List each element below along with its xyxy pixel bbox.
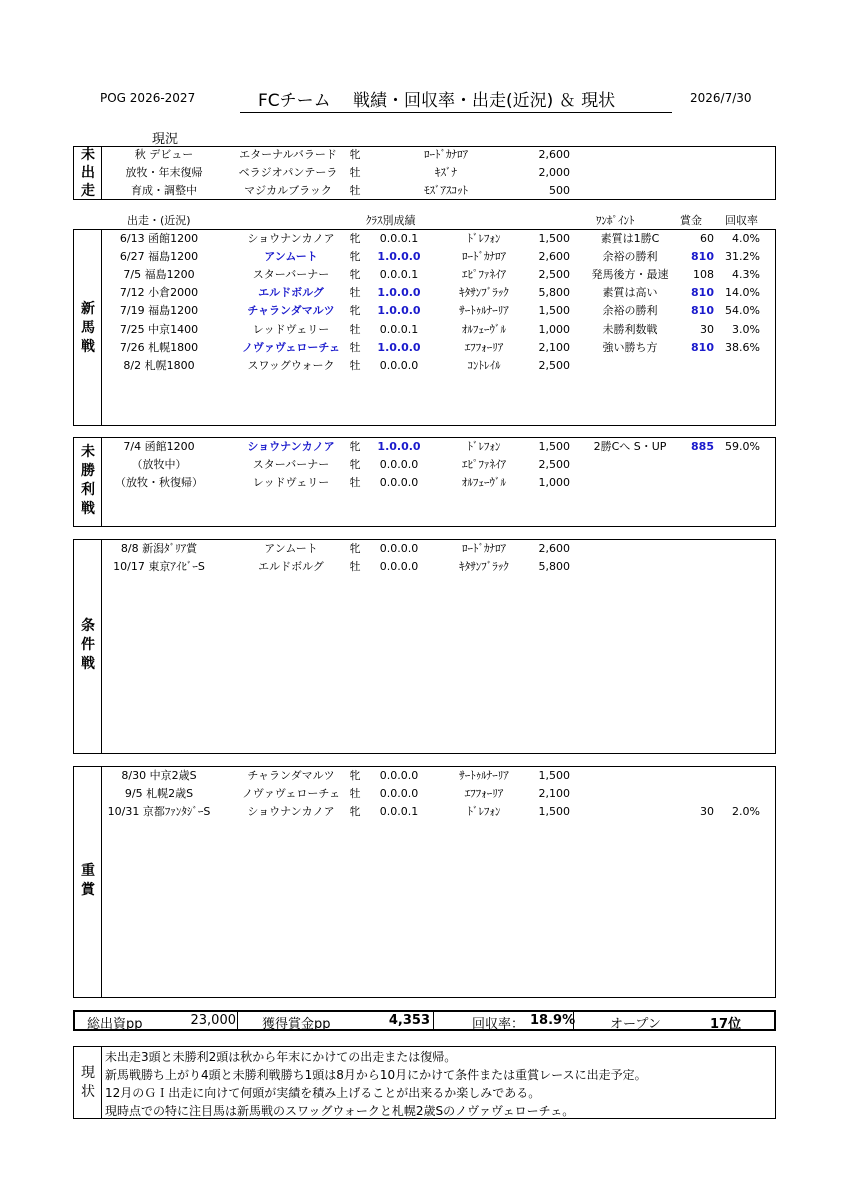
section-label-char: 勝 xyxy=(81,463,95,479)
table-row xyxy=(0,456,849,474)
class-record: 1.0.0.0 xyxy=(377,440,421,453)
section-label-char: 現 xyxy=(81,1065,95,1081)
horse-name: アンムート xyxy=(264,542,318,555)
class-record: 0.0.0.0 xyxy=(379,458,419,471)
return-rate: 31.2% xyxy=(725,250,760,264)
horse-sex: 牝 xyxy=(349,542,361,555)
horse-sex: 牡 xyxy=(349,787,361,800)
sire-name: ｷﾀｻﾝﾌﾞﾗｯｸ xyxy=(459,560,509,573)
horse-sex: 牝 xyxy=(349,250,361,264)
sire-name: ﾛｰﾄﾞｶﾅﾛｱ xyxy=(424,148,468,161)
status-note: 新馬戦勝ち上がり4頭と未勝利戦勝ち1頭は8月から10月にかけて条件または重賞レースに出走予定。 xyxy=(105,1068,647,1082)
horse-sex: 牝 xyxy=(349,769,361,782)
one-point-note: 強い勝ち方 xyxy=(602,340,658,354)
one-point-note: 2勝Cへ S・UP xyxy=(593,440,667,453)
prize-label: 獲得賞金pp xyxy=(262,1017,331,1032)
table-row xyxy=(0,357,849,375)
section-label-char: 馬 xyxy=(81,320,95,336)
race-date-course: 8/2 札幌1800 xyxy=(123,358,195,372)
return-rate: 38.6% xyxy=(725,340,760,354)
horse-name: マジカルブラック xyxy=(244,184,332,197)
race-date-course: 8/8 新潟ﾀﾞﾘｱ賞 xyxy=(120,542,198,555)
horse-sex: 牡 xyxy=(349,476,361,489)
sire-name: ｴﾌﾌｫｰﾘｱ xyxy=(464,787,504,800)
class-record: 0.0.0.0 xyxy=(379,476,419,489)
race-date-course: 7/12 小倉2000 xyxy=(119,286,199,300)
race-date-course: 7/26 札幌1800 xyxy=(119,340,199,354)
section-label-char: 戦 xyxy=(81,501,95,517)
draft-price: 2,500 xyxy=(538,458,570,471)
sire-name: ﾄﾞﾚﾌｫﾝ xyxy=(467,232,501,245)
section-label-char: 未 xyxy=(81,444,95,460)
table-row xyxy=(0,474,849,492)
draft-price: 5,800 xyxy=(538,560,570,573)
prize-money: 60 xyxy=(700,232,714,245)
horse-sex: 牡 xyxy=(349,560,361,573)
invest-value: 23,000 xyxy=(190,1013,236,1028)
col-header-roi: 回収率 xyxy=(725,214,758,227)
race-date-course: 8/30 中京2歳S xyxy=(121,769,197,782)
race-date-course: 育成・調整中 xyxy=(131,184,197,197)
one-point-note: 余裕の勝利 xyxy=(602,250,658,264)
draft-price: 1,000 xyxy=(538,476,570,489)
horse-name: エルドボルグ xyxy=(258,286,324,300)
class-record: 0.0.0.1 xyxy=(379,268,419,282)
status-caption: 現況 xyxy=(152,132,179,147)
prize-money: 108 xyxy=(693,268,714,282)
table-row xyxy=(0,164,849,182)
horse-name: チャランダマルツ xyxy=(247,769,335,782)
race-date-course: （放牧・秋復帰） xyxy=(115,476,203,489)
class-record: 0.0.0.1 xyxy=(379,805,419,818)
class-record: 0.0.0.0 xyxy=(379,769,419,782)
horse-name: ショウナンカノア xyxy=(247,440,335,453)
class-record: 0.0.0.0 xyxy=(379,542,419,555)
horse-sex: 牝 xyxy=(349,148,361,161)
table-row xyxy=(0,321,849,339)
horse-name: レッドヴェリー xyxy=(252,322,330,336)
section-label-char: 利 xyxy=(81,482,95,498)
horse-name: スターバーナー xyxy=(252,458,330,471)
section-label-char: 状 xyxy=(81,1084,95,1100)
return-rate: 3.0% xyxy=(732,322,760,336)
sire-name: ﾄﾞﾚﾌｫﾝ xyxy=(467,805,501,818)
draft-price: 2,600 xyxy=(538,542,570,555)
race-date-course: （放牧中） xyxy=(131,458,187,471)
horse-sex: 牡 xyxy=(349,286,361,300)
table-row xyxy=(0,767,849,785)
horse-name: アンムート xyxy=(264,250,318,264)
sire-name: ｻｰﾄｩﾙﾅｰﾘｱ xyxy=(459,769,509,782)
horse-name: エターナルバラード xyxy=(239,148,337,161)
table-row xyxy=(0,558,849,576)
draft-price: 2,100 xyxy=(538,787,570,800)
allowance-label xyxy=(74,617,102,674)
section-label-char: 戦 xyxy=(81,656,95,672)
section-label-char: 件 xyxy=(81,637,95,653)
sire-name: ｴﾋﾟﾌｧﾈｲｱ xyxy=(462,268,506,282)
draft-price: 5,800 xyxy=(538,286,570,300)
return-rate: 14.0% xyxy=(725,286,760,300)
draft-price: 2,500 xyxy=(538,268,570,282)
section-label-char: 重 xyxy=(81,863,95,879)
summary-divider xyxy=(573,1010,574,1031)
section-label-char: 条 xyxy=(81,618,95,634)
draft-price: 1,000 xyxy=(538,322,570,336)
one-point-note: 未勝利数戦 xyxy=(602,322,658,336)
horse-sex: 牡 xyxy=(349,358,361,372)
draft-price: 1,500 xyxy=(538,805,570,818)
status-label xyxy=(74,1064,102,1102)
sire-name: ｵﾙﾌｪｰｳﾞﾙ xyxy=(462,322,506,336)
sire-name: ｻｰﾄｩﾙﾅｰﾘｱ xyxy=(459,304,509,318)
one-point-note: 素質は1勝C xyxy=(600,232,660,245)
horse-name: ノヴァヴェローチェ xyxy=(241,787,341,800)
race-date-course: 7/25 中京1400 xyxy=(119,322,199,336)
race-date-course: 9/5 札幌2歳S xyxy=(124,787,194,800)
status-note: 12月のＧＩ出走に向けて何頭が実績を積み上げることが出来るか楽しみである。 xyxy=(105,1086,541,1100)
status-note: 未出走3頭と未勝利2頭は秋から年末にかけての出走または復帰。 xyxy=(105,1050,457,1064)
horse-name: ノヴァヴェローチェ xyxy=(241,340,341,354)
horse-sex: 牡 xyxy=(349,340,361,354)
one-point-note: 発馬後方・最速 xyxy=(591,268,669,282)
prize-value: 4,353 xyxy=(388,1013,430,1028)
return-rate: 4.3% xyxy=(732,268,760,282)
class-record: 0.0.0.0 xyxy=(379,560,419,573)
return-rate: 2.0% xyxy=(732,805,760,818)
status-note: 現時点での特に注目馬は新馬戦のスワッグウォークと札幌2歳Sのノヴァヴェローチェ。 xyxy=(105,1104,575,1118)
col-header-date: 出走・(近況) xyxy=(127,214,191,227)
horse-name: エルドボルグ xyxy=(258,560,324,573)
horse-sex: 牝 xyxy=(349,805,361,818)
race-date-course: 7/5 福島1200 xyxy=(123,268,195,282)
return-rate: 4.0% xyxy=(732,232,760,245)
table-row xyxy=(0,803,849,821)
horse-name: ベラジオパンテーラ xyxy=(238,166,338,179)
class-record: 1.0.0.0 xyxy=(377,340,421,354)
invest-label: 総出資pp xyxy=(87,1017,143,1032)
race-date-course: 放牧・年末復帰 xyxy=(125,166,203,179)
one-point-note: 余裕の勝利 xyxy=(602,304,658,318)
race-date-course: 秋 デビュー xyxy=(134,148,194,161)
draft-price: 2,600 xyxy=(538,148,570,161)
class-record: 1.0.0.0 xyxy=(377,286,421,300)
horse-sex: 牝 xyxy=(349,458,361,471)
sire-name: ｷﾀｻﾝﾌﾞﾗｯｸ xyxy=(459,286,509,300)
table-row xyxy=(0,302,849,320)
section-label-char: 新 xyxy=(81,301,95,317)
sire-name: ﾛｰﾄﾞｶﾅﾛｱ xyxy=(462,250,506,264)
draft-price: 500 xyxy=(549,184,570,197)
draft-price: 2,000 xyxy=(538,166,570,179)
draft-price: 1,500 xyxy=(538,232,570,245)
race-date-course: 7/4 函館1200 xyxy=(123,440,195,453)
sire-name: ｴﾋﾟﾌｧﾈｲｱ xyxy=(462,458,506,471)
prize-money: 885 xyxy=(691,440,714,453)
horse-sex: 牡 xyxy=(349,322,361,336)
table-row xyxy=(0,266,849,284)
section-label-char: 戦 xyxy=(81,339,95,355)
summary-divider xyxy=(237,1010,238,1031)
prize-money: 30 xyxy=(700,805,714,818)
prize-money: 810 xyxy=(691,304,714,318)
sire-name: ｵﾙﾌｪｰｳﾞﾙ xyxy=(462,476,506,489)
horse-sex: 牡 xyxy=(349,184,361,197)
summary-divider xyxy=(433,1010,434,1031)
season-label: POG 2026-2027 xyxy=(100,91,196,105)
horse-name: スターバーナー xyxy=(252,268,330,282)
class-record: 1.0.0.0 xyxy=(377,304,421,318)
section-label-char: 出 xyxy=(81,165,95,181)
draft-price: 1,500 xyxy=(538,769,570,782)
rank-value: 17位 xyxy=(710,1017,742,1032)
table-row xyxy=(0,248,849,266)
graded-label xyxy=(74,862,102,900)
horse-sex: 牝 xyxy=(349,232,361,245)
race-date-course: 10/17 東京ｱｲﾋﾞｰS xyxy=(113,560,205,573)
sire-name: ｺﾝﾄﾚｲﾙ xyxy=(467,358,501,372)
horse-name: スワッグウォーク xyxy=(247,358,335,372)
horse-name: レッドヴェリー xyxy=(252,476,330,489)
draft-price: 2,100 xyxy=(538,340,570,354)
prize-money: 30 xyxy=(700,322,714,336)
section-label-char: 賞 xyxy=(81,882,95,898)
title-underline xyxy=(240,112,672,113)
table-row xyxy=(0,785,849,803)
league-label: オープン xyxy=(610,1017,661,1032)
col-header-record: ｸﾗｽ別成績 xyxy=(366,214,416,227)
col-header-prize: 賞金 xyxy=(680,214,702,227)
race-date-course: 7/19 福島1200 xyxy=(119,304,199,318)
sire-name: ﾓｽﾞｱｽｺｯﾄ xyxy=(424,184,468,197)
sire-name: ﾄﾞﾚﾌｫﾝ xyxy=(467,440,501,453)
horse-name: チャランダマルツ xyxy=(247,304,335,318)
race-date-course: 10/31 京都ﾌｧﾝﾀｼﾞｰS xyxy=(107,805,211,818)
prize-money: 810 xyxy=(691,340,714,354)
race-date-course: 6/13 函館1200 xyxy=(119,232,199,245)
horse-name: ショウナンカノア xyxy=(247,232,335,245)
horse-sex: 牡 xyxy=(349,166,361,179)
draft-price: 2,500 xyxy=(538,358,570,372)
return-rate: 59.0% xyxy=(725,440,760,453)
horse-sex: 牝 xyxy=(349,268,361,282)
class-record: 0.0.0.1 xyxy=(379,232,419,245)
prize-money: 810 xyxy=(691,250,714,264)
prize-money: 810 xyxy=(691,286,714,300)
class-record: 0.0.0.0 xyxy=(379,787,419,800)
class-record: 1.0.0.0 xyxy=(377,250,421,264)
sire-name: ｷｽﾞﾅ xyxy=(435,166,457,179)
section-label-char: 未 xyxy=(81,147,95,163)
table-row xyxy=(0,182,849,200)
return-rate: 54.0% xyxy=(725,304,760,318)
page-title: FCチーム 戦績・回収率・出走(近況) ＆ 現状 xyxy=(258,91,616,111)
draft-price: 2,600 xyxy=(538,250,570,264)
one-point-note: 素質は高い xyxy=(602,286,658,300)
class-record: 0.0.0.0 xyxy=(379,358,419,372)
race-date-course: 6/27 福島1200 xyxy=(119,250,199,264)
horse-sex: 牝 xyxy=(349,440,361,453)
draft-price: 1,500 xyxy=(538,440,570,453)
table-row xyxy=(0,339,849,357)
roi-label: 回収率： xyxy=(472,1017,525,1032)
col-header-note: ﾜﾝﾎﾟｲﾝﾄ xyxy=(596,214,635,227)
section-label-char: 走 xyxy=(81,183,95,199)
draft-price: 1,500 xyxy=(538,304,570,318)
table-row xyxy=(0,438,849,456)
table-row xyxy=(0,540,849,558)
horse-name: ショウナンカノア xyxy=(247,805,335,818)
report-date: 2026/7/30 xyxy=(690,91,752,105)
sire-name: ﾛｰﾄﾞｶﾅﾛｱ xyxy=(462,542,506,555)
table-row xyxy=(0,284,849,302)
class-record: 0.0.0.1 xyxy=(379,322,419,336)
sire-name: ｴﾌﾌｫｰﾘｱ xyxy=(464,340,504,354)
roi-value: 18.9% xyxy=(530,1013,576,1028)
table-row xyxy=(0,146,849,164)
table-row xyxy=(0,230,849,248)
horse-sex: 牝 xyxy=(349,304,361,318)
